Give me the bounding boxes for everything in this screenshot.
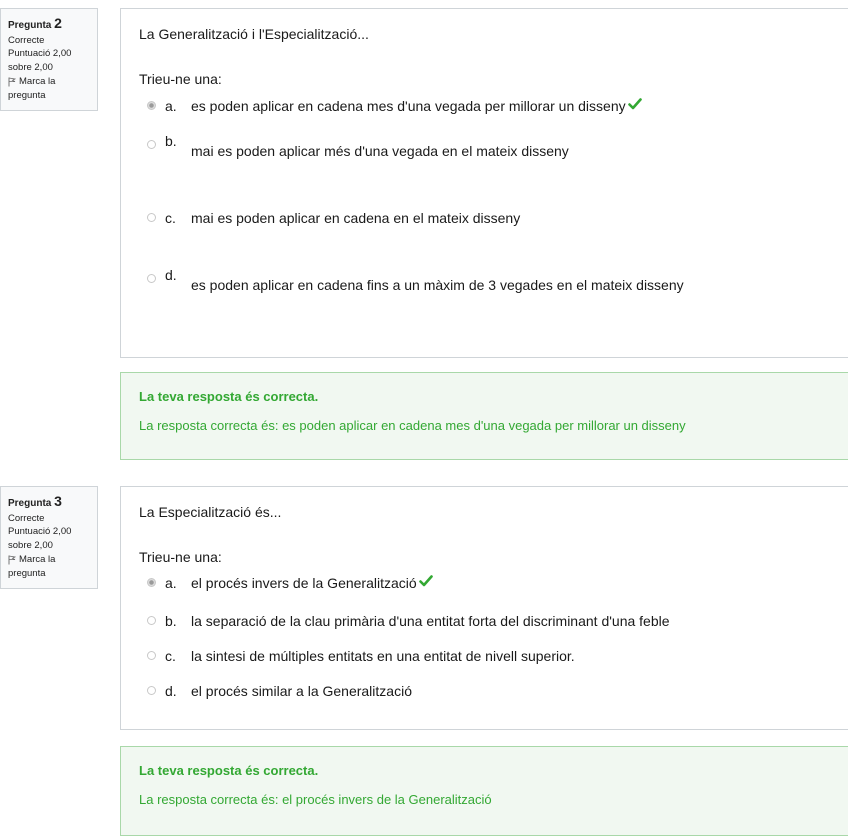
option-text: [191, 98, 642, 114]
answer-option-c[interactable]: [147, 648, 575, 664]
question-info-3: [0, 486, 98, 589]
answer-option-b[interactable]: [147, 133, 569, 159]
question-content-2: [120, 8, 848, 358]
option-text: la separació de la clau primària d'una entitat forta del discriminant d'una feble: [191, 613, 670, 629]
feedback-box-2: [120, 372, 848, 460]
question-state: Correcte: [8, 512, 45, 524]
flag-label-line2: pregunta: [8, 89, 46, 101]
question-text: La Especialització és...: [139, 504, 282, 520]
answer-option-a[interactable]: [147, 98, 642, 114]
radio-button[interactable]: [147, 213, 156, 222]
question-label: Pregunta: [8, 498, 52, 509]
question-number: [8, 13, 97, 34]
answer-option-a[interactable]: [147, 575, 433, 591]
feedback-correct-answer: La resposta correcta és: es poden aplicar en cadena mes d'una vegada per millorar un disseny: [139, 418, 686, 433]
flag-question-link[interactable]: [8, 75, 97, 103]
correct-check-icon: [628, 98, 642, 110]
question-number: [8, 491, 97, 512]
flag-icon: [8, 555, 16, 565]
radio-button[interactable]: [147, 140, 156, 149]
question-grade-line2: sobre 2,00: [8, 62, 53, 74]
question-grade-line2: sobre 2,00: [8, 540, 53, 552]
answer-option-d[interactable]: [147, 267, 684, 293]
option-letter: b.: [165, 133, 177, 149]
option-text: es poden aplicar en cadena fins a un màxim de 3 vegades en el mateix disseny: [191, 277, 684, 293]
option-text: mai es poden aplicar en cadena en el mateix disseny: [191, 210, 521, 226]
option-letter: a.: [165, 575, 177, 591]
option-text: mai es poden aplicar més d'una vegada en el mateix disseny: [191, 143, 569, 159]
option-text: el procés similar a la Generalització: [191, 683, 412, 699]
option-letter: a.: [165, 98, 177, 114]
option-letter: c.: [165, 210, 176, 226]
radio-button[interactable]: [147, 578, 156, 587]
feedback-correct-answer: La resposta correcta és: el procés invers de la Generalització: [139, 792, 492, 807]
radio-button[interactable]: [147, 274, 156, 283]
radio-button[interactable]: [147, 651, 156, 660]
option-text: [191, 575, 433, 591]
option-letter: d.: [165, 683, 177, 699]
radio-button[interactable]: [147, 101, 156, 110]
feedback-title: La teva resposta és correcta.: [139, 763, 319, 778]
question-state: Correcte: [8, 34, 45, 46]
radio-button[interactable]: [147, 616, 156, 625]
option-text: la sintesi de múltiples entitats en una entitat de nivell superior.: [191, 648, 575, 664]
question-label: Pregunta: [8, 20, 52, 31]
option-label: el procés invers de la Generalització: [191, 575, 417, 591]
answer-option-c[interactable]: [147, 210, 520, 226]
question-info-2: [0, 8, 98, 111]
feedback-title: La teva resposta és correcta.: [139, 389, 319, 404]
answer-prompt: Trieu-ne una:: [139, 71, 222, 87]
flag-icon: [8, 77, 16, 87]
question-number-value: 3: [54, 493, 62, 509]
answer-option-b[interactable]: [147, 613, 670, 629]
question-content-3: [120, 486, 848, 730]
flag-label-line1: Marca la: [19, 553, 56, 565]
question-grade-line1: Puntuació 2,00: [8, 48, 72, 60]
question-grade-line1: Puntuació 2,00: [8, 526, 72, 538]
flag-label-line2: pregunta: [8, 567, 46, 579]
question-number-value: 2: [54, 15, 62, 31]
answer-prompt: Trieu-ne una:: [139, 549, 222, 565]
option-letter: d.: [165, 267, 177, 283]
radio-button[interactable]: [147, 686, 156, 695]
option-letter: b.: [165, 613, 177, 629]
question-text: La Generalització i l'Especialització...: [139, 26, 369, 42]
option-letter: c.: [165, 648, 176, 664]
answer-option-d[interactable]: [147, 683, 412, 699]
correct-check-icon: [419, 575, 433, 587]
flag-question-link[interactable]: [8, 553, 97, 581]
flag-label-line1: Marca la: [19, 75, 56, 87]
option-label: es poden aplicar en cadena mes d'una vegada per millorar un disseny: [191, 98, 626, 114]
feedback-box-3: [120, 746, 848, 836]
